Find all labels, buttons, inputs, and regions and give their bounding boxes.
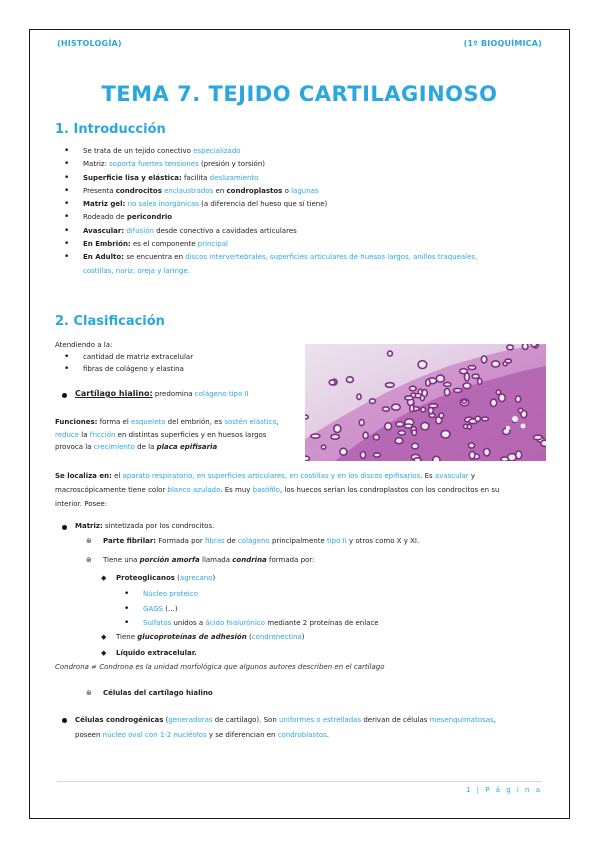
lacuna-mark [422,390,427,397]
lacuna-mark [492,361,500,367]
lacuna-mark [491,399,497,406]
list-item: • fibras de colágeno y elastina [55,363,295,375]
location-paragraph: Se localiza en: el aparato respiratorio, en superficies articulares, en costillas y en los discos epifisarios. Es avascular y macroscópicamente tiene color blanco azulado. Es muy basófilo, los huecos serían los condroplastos con los condrocitos en su interior. Posee: [55,472,500,508]
lacuna-mark [501,457,509,461]
lacuna-mark [305,456,310,461]
section-1-heading: 1. Introducción [55,122,166,137]
section-2-heading: 2. Clasificación [55,314,165,329]
criteria-list [55,351,295,375]
diamond-bullet: ◆ [101,574,107,582]
list-item: • GAGS (…) [115,602,535,617]
lacuna-mark [334,425,341,433]
glycoprotein-line: Tiene glucoproteínas de adhesión (condronectina) [116,633,305,641]
list-item: • Se trata de un tejido conectivo especializado [55,145,545,158]
lacuna-mark [395,438,403,444]
lacuna-mark [415,394,421,398]
list-item: • Matriz gel: no sales inorgánicas (a diferencia del hueso que sí tiene) [55,198,545,211]
lacuna-mark [311,434,320,438]
list-item: • Superficie lisa y elástica: facilita deslizamiento [55,172,545,185]
list-item: • Matriz: soporta fuertes tensiones (presión y torsión) [55,158,545,171]
lacuna-mark [412,430,416,435]
fibrilar-line: Parte fibrilar: Formada por fibras de colágeno principalmente tipo II y otros como X y XI. [103,537,420,545]
lacuna-mark [418,361,427,369]
lacuna-mark [346,377,353,383]
page-title: TEMA 7. TEJIDO CARTILAGINOSO [101,82,498,106]
lacuna-mark [505,359,511,363]
diamond-bullet: ◆ [101,649,107,657]
micrograph-image [305,344,546,461]
lacuna-mark [481,356,486,363]
lacuna-mark [518,408,522,412]
list-item: • En Adulto: se encuentra en discos intervertebrales, superficies articulares de huesos largos, anillos traqueales, costillas, nariz, oreja y laringe. [55,251,545,278]
lacuna-mark [421,407,426,412]
proteoglycans-line: Proteoglicanos (agrecano) [116,574,216,582]
list-item: • Rodeado de pericondrio [55,211,545,224]
list-item: • Avascular: difusión desde conectivo a cavidades articulares [55,225,545,238]
lacuna-mark [531,344,537,347]
intro-list [55,145,545,278]
lacuna-mark [469,451,475,458]
lacuna-mark [444,389,449,396]
amorfa-line: Tiene una porción amorfa llamada condrina formada por: [103,556,315,564]
bullet [62,525,67,530]
bullet [62,718,67,723]
circle-bullet: ⊛ [86,689,92,697]
lacuna-mark [421,422,429,430]
lacuna-mark [373,435,379,440]
lacuna-mark [482,417,489,421]
hialino-line: Cartílago hialino: predomina colágeno tipo II [75,389,249,398]
lacuna-mark [462,400,466,404]
lacuna-mark [484,449,490,456]
list-item: • En Embrión: es el componente principal [55,238,545,251]
lacuna-mark [436,375,444,382]
lacuna-mark [534,435,543,440]
list-item: • Sulfatos unidos a ácido hialurónico mediante 2 proteínas de enlace [115,616,535,631]
lacuna-mark [321,445,325,449]
lacuna-mark [370,399,376,404]
lacuna-mark [357,394,361,399]
header-course: (1º BIOQUÍMICA) [463,39,542,48]
lacuna-mark [385,423,392,430]
lacuna-mark [460,369,468,374]
lacuna-mark [388,351,393,356]
lacuna-mark [340,448,347,455]
lacuna-mark [429,404,438,408]
lacuna-mark [463,383,471,389]
lacuna-mark [410,405,414,412]
footer-divider [57,781,542,782]
cells-subheading: Células del cartílago hialino [103,689,213,697]
matrix-line: Matriz: sintetizada por los condrocitos. [75,522,215,530]
condrogenic-cells-paragraph: Células condrogénicas (generadoras de cartílago). Son uniformes o estrelladas derivan de células mesenquimatosas, poseen núcleo oval con 1-2 nucléolos y se diferencian en condroblastos. [75,716,496,739]
lacuna-mark [386,383,395,388]
condrona-note: Condrona ≠ Condrona es la unidad morfológica que algunos autores describen en el cartílago [55,663,385,671]
lacuna-mark [410,386,417,391]
lacuna-mark [383,407,390,411]
page-number: 1 | P á g i n a [465,786,542,794]
lacuna-mark [469,443,475,448]
lacuna-mark [360,452,365,459]
lacuna-mark [359,420,364,426]
lacuna-mark [516,451,522,459]
lacuna-mark [398,431,405,435]
lacuna-mark [468,366,476,370]
lacuna-mark [541,440,546,446]
hyaline-cartilage-micrograph [305,344,546,461]
lacuna-mark [392,404,401,410]
lacuna-mark [426,379,430,386]
lacuna-mark [454,388,462,392]
list-item: • Presenta condrocitos enclaustrados en condroplastos o lagunas [55,185,545,198]
circle-bullet: ⊛ [86,556,92,564]
lacuna-mark [331,434,339,439]
lacuna-mark [414,458,421,461]
lacuna-mark [374,453,381,457]
lacuna-mark [441,430,450,438]
lacuna-mark [433,456,440,461]
circle-bullet: ⊛ [86,537,92,545]
lacuna-mark [439,413,444,418]
diamond-bullet: ◆ [101,633,107,641]
lacuna-mark [444,382,451,386]
classification-intro: Atendiendo a la: [55,341,113,349]
lacuna-mark [472,374,479,378]
proteoglycan-components [115,587,535,631]
lacuna-mark [329,380,335,385]
lacuna-mark [475,416,480,421]
lacuna-mark [363,432,368,438]
functions-paragraph: Funciones: forma el esqueleto del embrión, es sostén elástico, reduce la fricción en distintas superficies y en huesos largos provoca la crecimiento de la placa epifisaria [55,418,279,451]
header-subject: (HISTOLOGÍA) [57,39,122,48]
lacuna-mark [405,396,413,400]
lacuna-mark [507,345,514,350]
lacuna-mark [464,424,468,428]
lacuna-mark [499,394,506,402]
bullet [62,393,67,398]
lacuna-mark [396,422,404,427]
list-item: • Núcleo proteico [115,587,535,602]
lacuna-mark [478,379,482,385]
lacuna-mark [522,344,528,350]
lacuna-mark [404,424,412,428]
lacuna-mark [412,443,419,449]
extracellular-liquid-line: Líquido extracelular. [116,649,197,657]
lacuna-mark [305,415,308,419]
list-item: • cantidad de matriz extracelular [55,351,295,363]
lacuna-mark [516,396,521,402]
